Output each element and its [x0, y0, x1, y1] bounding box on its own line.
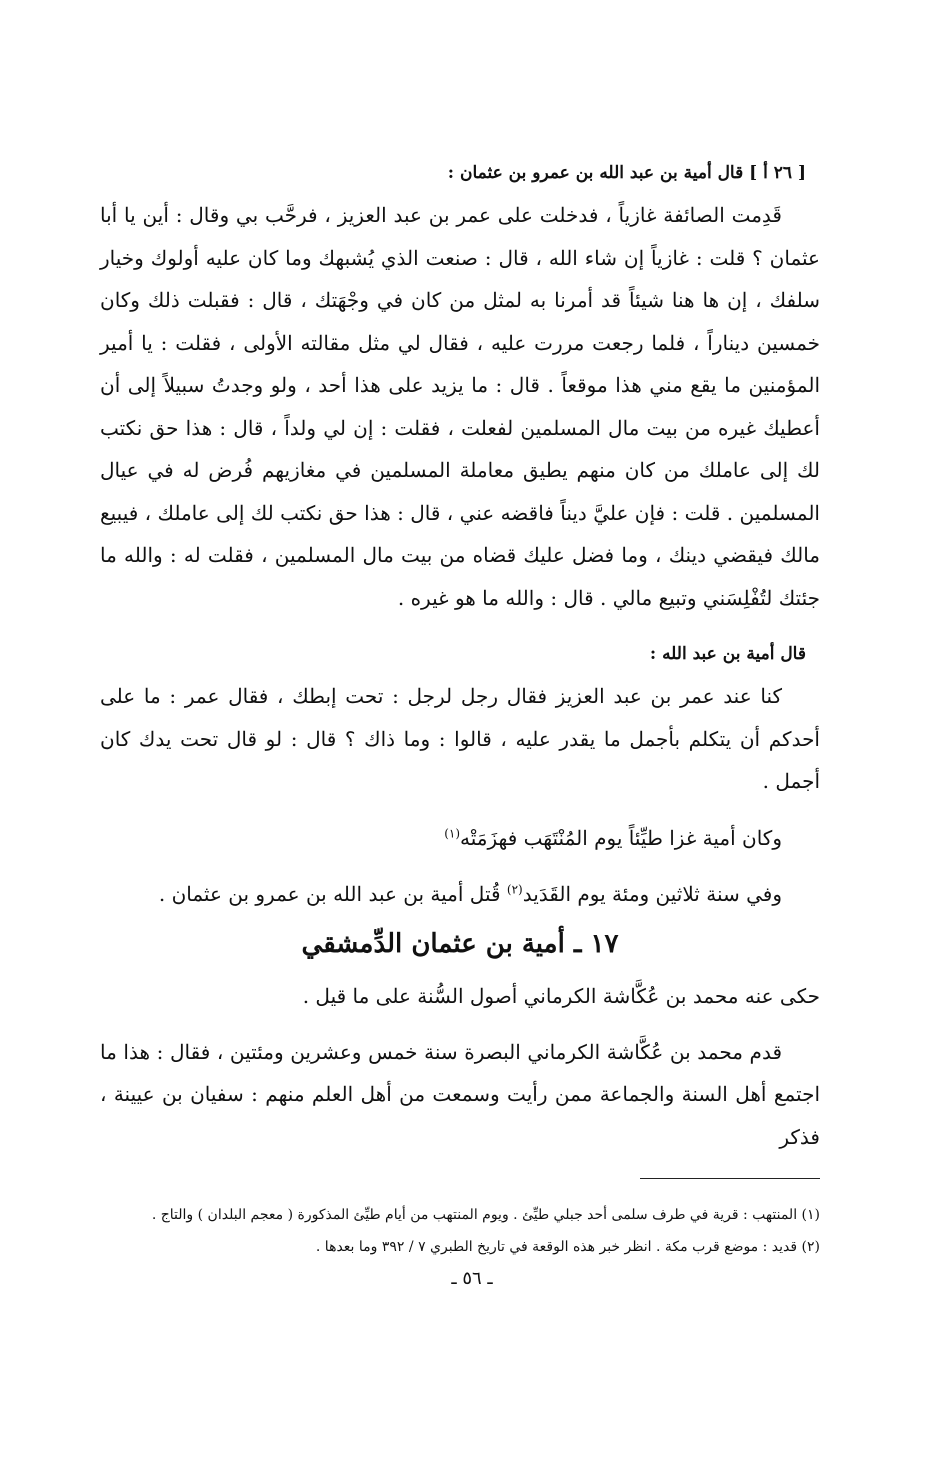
paragraph-1: قَدِمت الصائفة غازياً ، فدخلت على عمر بن عبد العزيز ، فرحَّب بي وقال : أين يا أبا عثمان ؟ قلت : غازياً إن شاء الله ، قال : صنعت الذي يُشبهك وما كان عليه أولوك وخيار سلفك ، إن ها هنا شيئاً قد أمرنا به لمثل من كان في وجْهَتك ، قال : فقبلت ذلك وكان خمسين ديناراً ، فلما رجعت مررت عليه ، فقال لي مثل مقالته الأولى ، فقلت : يا أمير المؤمنين ما يقع مني هذا موقعاً . قال : ما يزيد على هذا أحد ، ولو وجدتُ سبيلاً إلى أن أعطيك غيره من بيت مال المسلمين لفعلت ، فقلت : إن لي ولداً ، قال : هذا حق نكتب لك إلى عاملك من كان منهم يطيق معاملة المسلمين في مغازيهم فُرض له في عيال المسلمين . قلت : فإن عليَّ ديناً فاقضه عني ، قال : هذا حق نكتب لك إلى عاملك ، فيبيع مالك فيقضي دينك ، وما فضل عليك قضاه من بيت مال المسلمين ، فقلت له : والله ما جئتك لتُفْلِسَني وتبيع مالي . قال : والله ما هو غيره . — [100, 203, 820, 610]
section-title: ١٧ ـ أمية بن عثمان الدِّمشقي — [301, 928, 619, 959]
paragraph-5: حكى عنه محمد بن عُكَّاشة الكرماني أصول السُّنة على ما قيل . — [302, 983, 820, 1008]
footnote-1: (١) المنتهب : قرية في طرف سلمى أحد جبلي طيِّئ . ويوم المنتهب من أيام طيِّئ المذكورة ( معجم البلدان ) والتاج . — [151, 1207, 820, 1223]
paragraph-3-text: وكان أمية غزا طيِّئاً يوم المُنْتَهَب فهزَمَتْه — [460, 825, 782, 850]
footnote-ref-2: (٢) — [506, 881, 523, 896]
paragraph-6: قدم محمد بن عُكَّاشة الكرماني البصرة سنة خمس وعشرين ومئتين ، فقال : هذا ما اجتمع أهل السنة والجماعة ممن رأيت وسمعت من أهل العلم منهم : سفيان بن عيينة ، فذكر — [100, 1039, 820, 1149]
paragraph-4-text-a: وفي سنة ثلاثين ومئة يوم القَدَيد — [522, 881, 782, 906]
paragraph-4-text-b: قُتل أمية بن عبد الله بن عمرو بن عثمان . — [158, 881, 507, 906]
paragraph-2: كنا عند عمر بن عبد العزيز فقال رجل لرجل : تحت إبطك ، فقال عمر : ما على أحدكم أن يتكلم بأجمل ما يقدر عليه ، قالوا : وما ذاك ؟ قال : لو قال تحت يدك كان أجمل . — [100, 684, 820, 793]
footnote-ref-1: (١) — [444, 825, 461, 840]
paragraph-3 — [100, 817, 820, 859]
footnote-2: (٢) قديد : موضع قرب مكة . انظر خبر هذه الوقعة في تاريخ الطبري ٧ / ٣٩٢ وما بعدها . — [315, 1239, 820, 1255]
footnote-divider — [640, 1178, 820, 1179]
page-body — [100, 160, 820, 1265]
page-number: ـ ٥٦ ـ — [451, 1268, 493, 1289]
paragraph-4 — [100, 873, 820, 915]
narration-heading-2: قال أمية بن عبد الله : — [649, 644, 806, 664]
narration-heading-1: [ ٢٦ أ ] قال أمية بن عبد الله بن عمرو بن عثمان : — [447, 163, 806, 183]
